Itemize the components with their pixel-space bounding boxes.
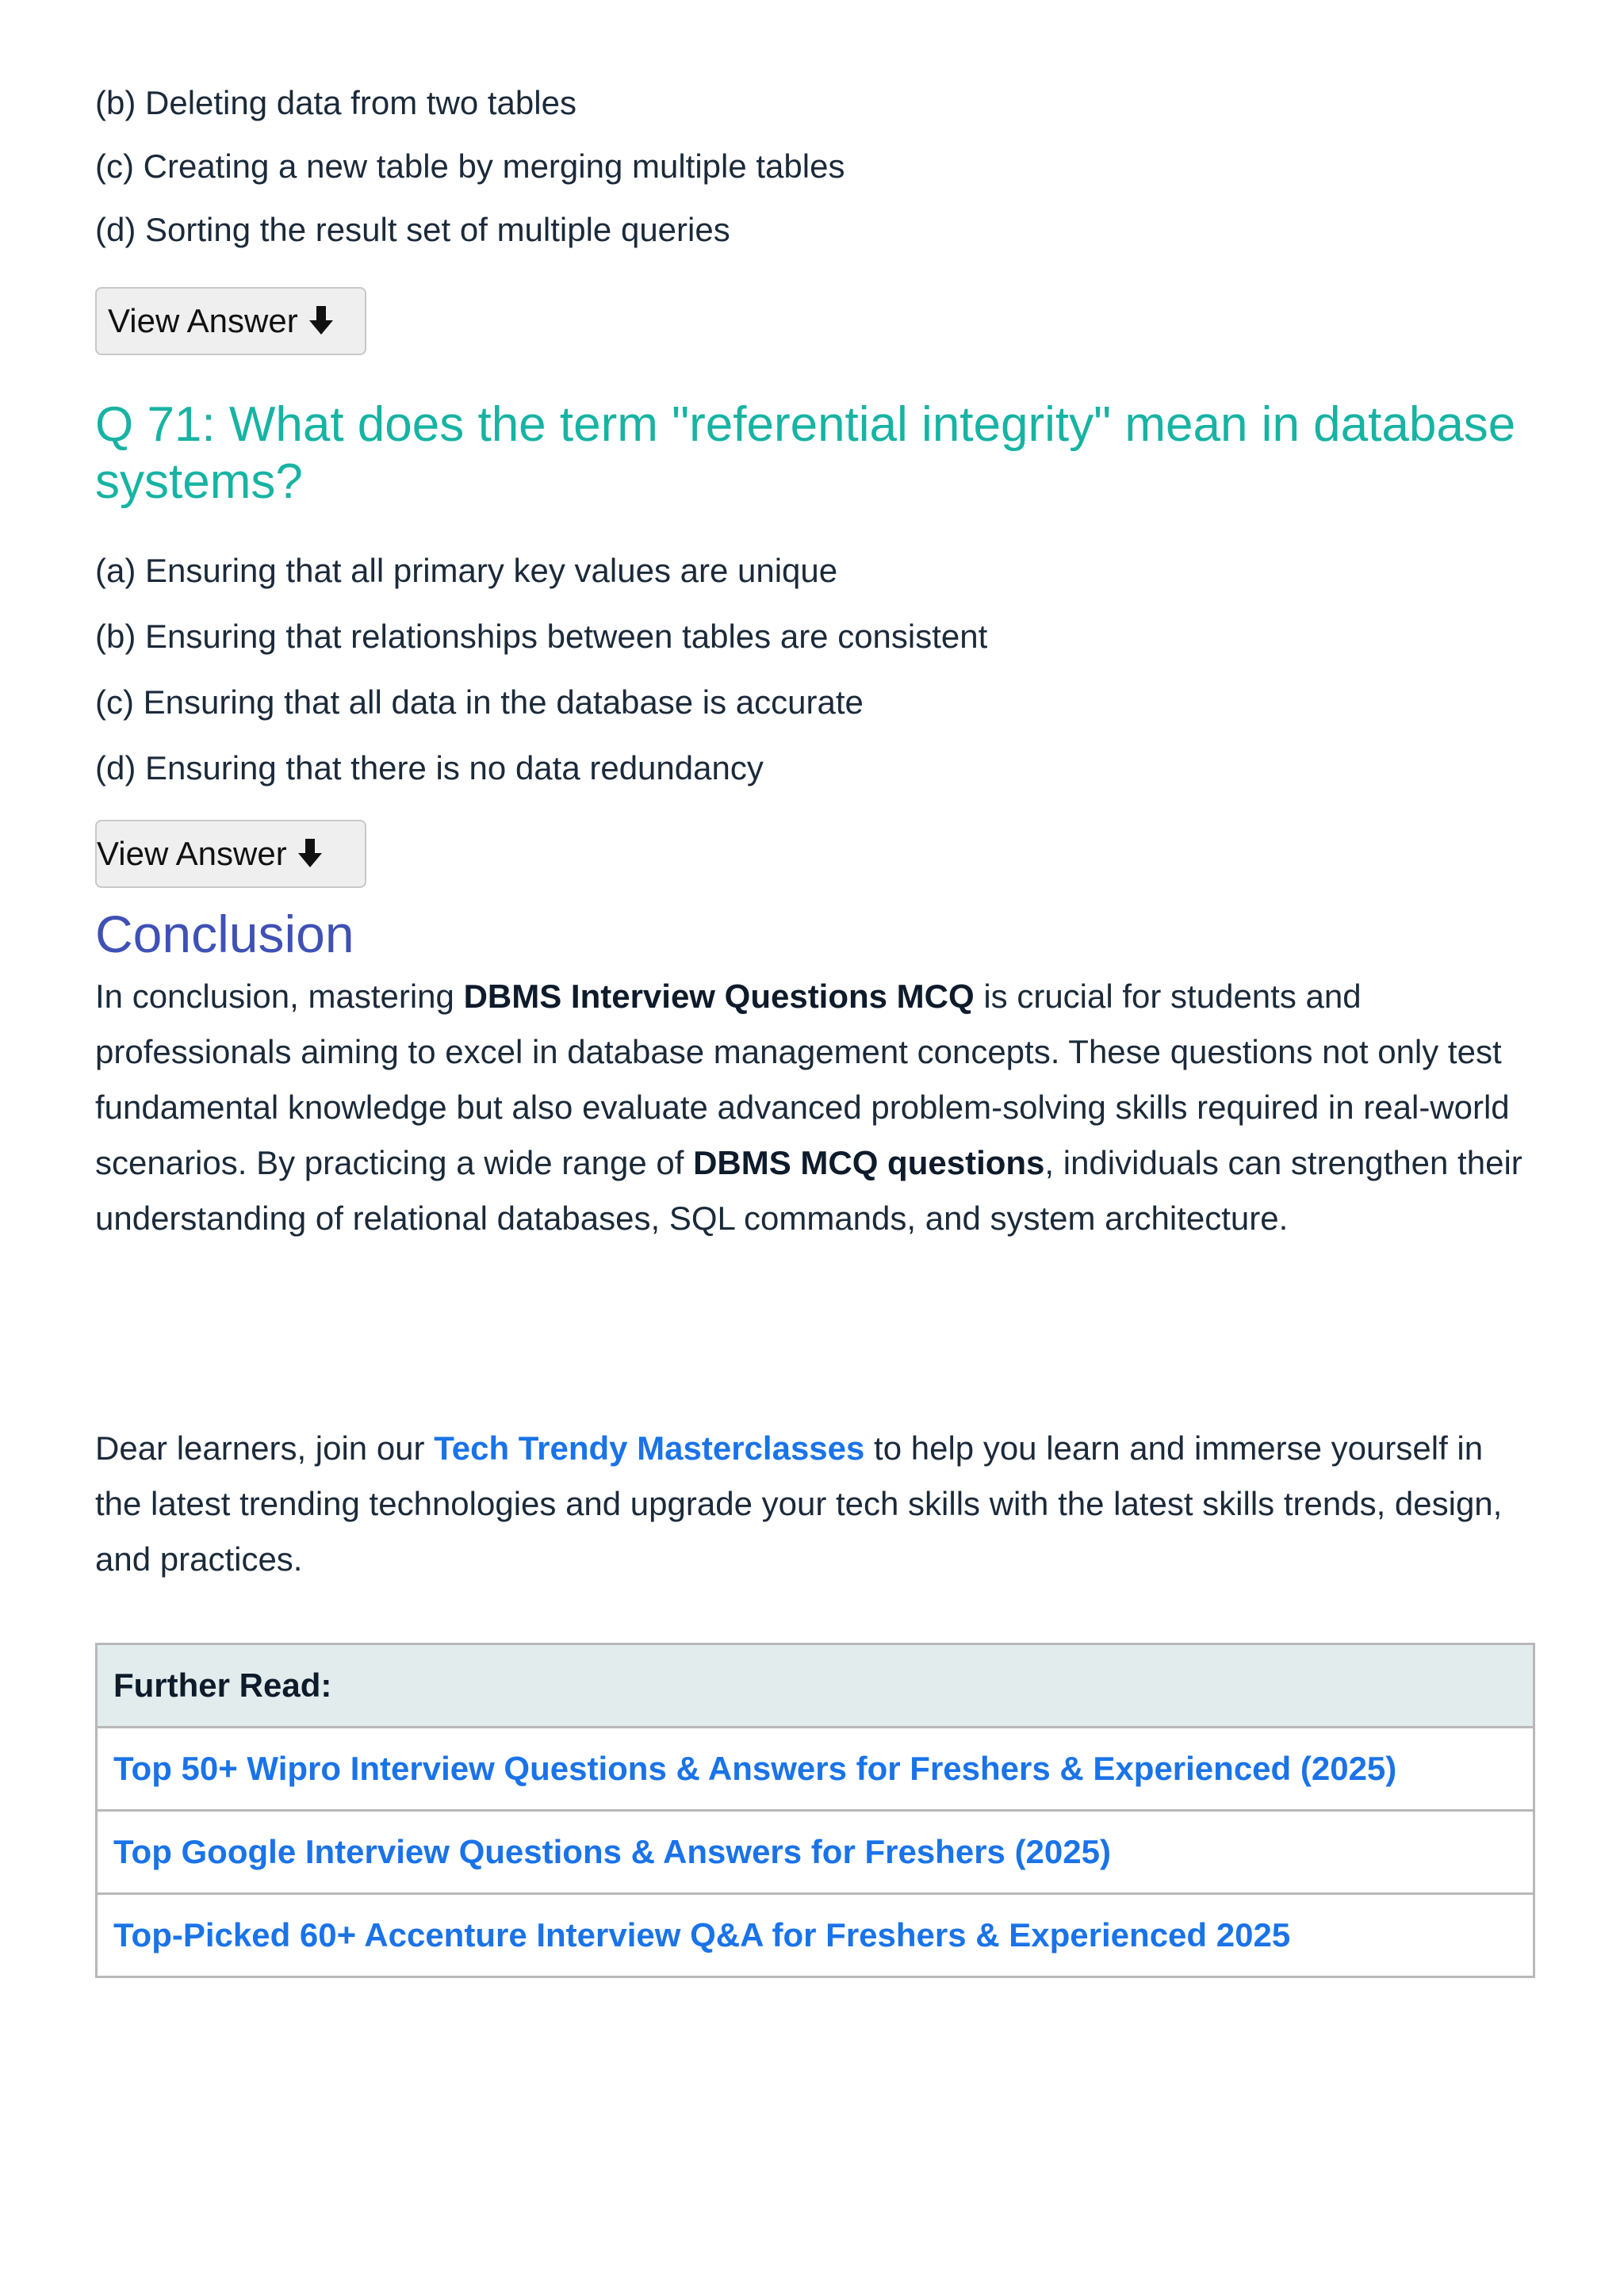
conclusion-paragraph bbox=[95, 969, 1535, 1246]
conclusion-text: is crucial for students and professionals aiming to excel in database management concepts. These questions not only test fundamental knowledge but also evaluate advanced problem-solving skills required in real-world scenarios. By practicing a wide range of bbox=[95, 978, 1510, 1181]
further-read-link[interactable]: Top Google Interview Questions & Answers for Freshers (2025) bbox=[113, 1833, 1111, 1870]
table-row bbox=[97, 1811, 1534, 1894]
conclusion-heading: Conclusion bbox=[95, 905, 354, 963]
view-answer-button[interactable] bbox=[95, 287, 366, 355]
table-cell bbox=[97, 1811, 1534, 1894]
question-71-title: Q 71: What does the term "referential integrity" mean in database systems? bbox=[95, 397, 1516, 509]
option-a: (a) Ensuring that all primary key values are unique bbox=[95, 552, 838, 589]
conclusion-bold-term: DBMS MCQ questions bbox=[693, 1144, 1045, 1181]
further-read-link[interactable]: Top 50+ Wipro Interview Questions & Answers for Freshers & Experienced (2025) bbox=[113, 1750, 1397, 1787]
view-answer-label: View Answer bbox=[108, 302, 298, 339]
conclusion-bold-term: DBMS Interview Questions MCQ bbox=[463, 978, 975, 1015]
conclusion-text: In conclusion, mastering bbox=[95, 978, 464, 1015]
table-row bbox=[97, 1728, 1534, 1811]
option-c: (c) Ensuring that all data in the database is accurate bbox=[95, 683, 864, 721]
further-read-header: Further Read: bbox=[97, 1644, 1534, 1728]
further-read-link[interactable]: Top-Picked 60+ Accenture Interview Q&A for Freshers & Experienced 2025 bbox=[113, 1916, 1291, 1954]
view-answer-button[interactable] bbox=[95, 820, 366, 888]
table-cell bbox=[97, 1894, 1534, 1977]
conclusion-text: , individuals can strengthen their understanding of relational databases, SQL commands, and system architecture. bbox=[95, 1144, 1522, 1237]
option-b: (b) Ensuring that relationships between tables are consistent bbox=[95, 618, 988, 655]
view-answer-label: View Answer bbox=[97, 835, 287, 872]
masterclass-link[interactable]: Tech Trendy Masterclasses bbox=[434, 1429, 865, 1467]
table-row bbox=[97, 1894, 1534, 1977]
option-d: (d) Ensuring that there is no data redundancy bbox=[95, 749, 764, 786]
further-read-table bbox=[95, 1643, 1535, 1978]
masterclass-paragraph bbox=[95, 1421, 1535, 1587]
masterclass-text: to help you learn and immerse yourself in the latest trending technologies and upgrade your tech skills with the latest skills trends, design, and practices. bbox=[95, 1429, 1503, 1578]
table-row bbox=[97, 1644, 1534, 1728]
option-d: (d) Sorting the result set of multiple queries bbox=[95, 211, 730, 248]
arrow-down-icon bbox=[298, 839, 322, 869]
masterclass-text: Dear learners, join our bbox=[95, 1429, 435, 1467]
arrow-down-icon bbox=[309, 306, 333, 336]
option-b: (b) Deleting data from two tables bbox=[95, 84, 576, 121]
option-c: (c) Creating a new table by merging multiple tables bbox=[95, 147, 845, 185]
table-cell bbox=[97, 1728, 1534, 1811]
